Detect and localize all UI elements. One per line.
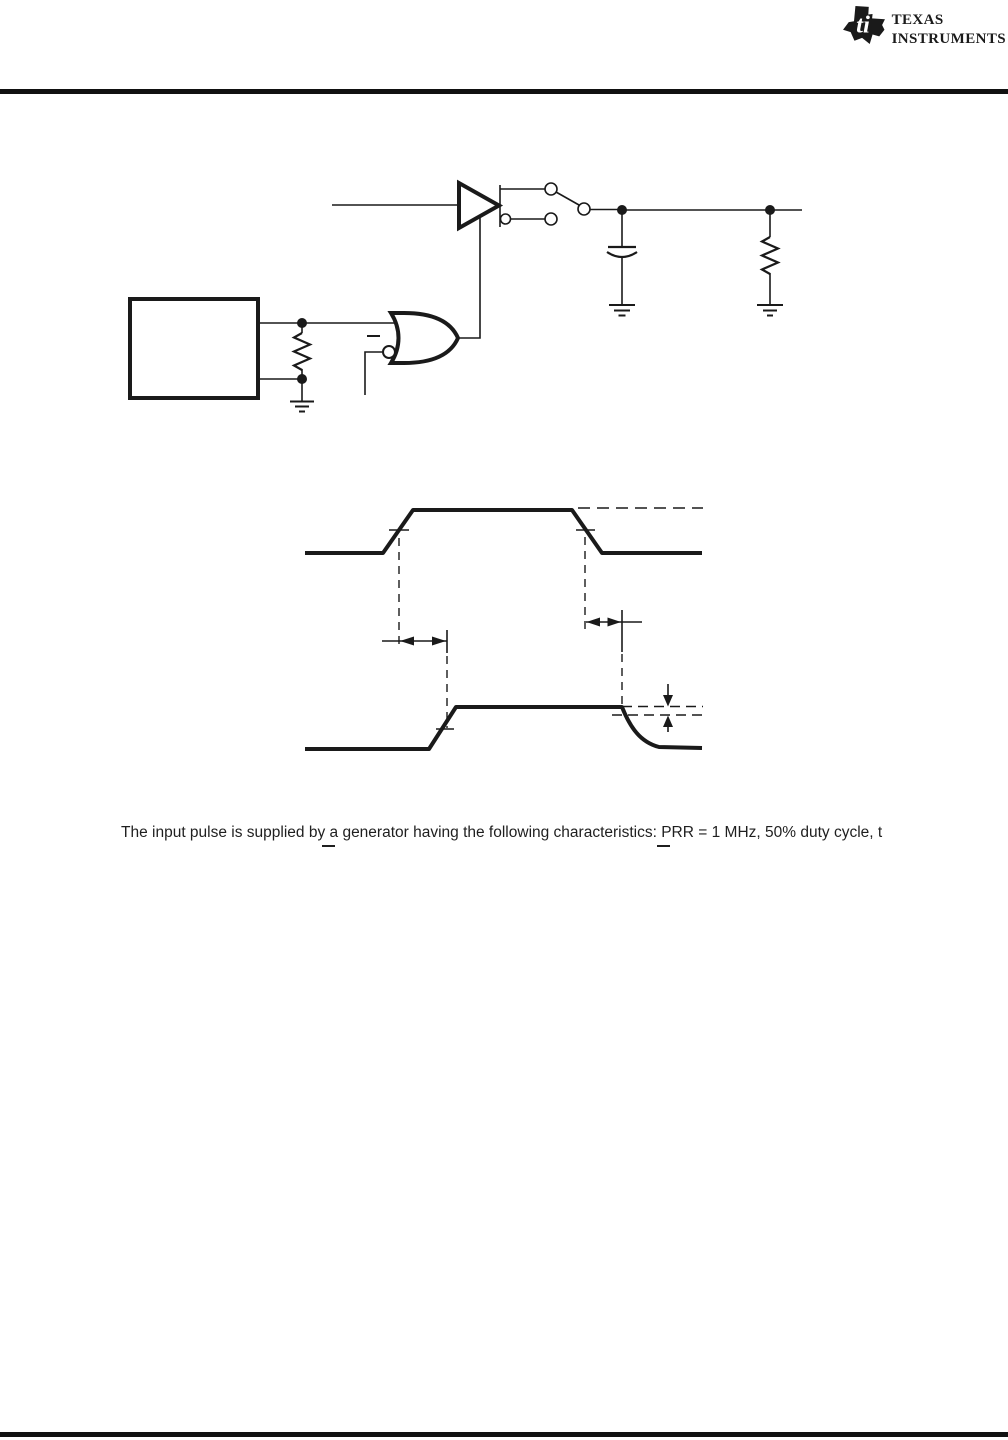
junction-dot (765, 205, 775, 215)
switch-bottom-inner-contact (501, 214, 511, 224)
or-gate (391, 313, 458, 363)
capacitor-ground-icon (609, 305, 635, 316)
switch-bottom-contact (545, 213, 557, 225)
arrowhead-down (663, 695, 673, 707)
input-waveform (305, 510, 702, 553)
capacitor-curved-plate (607, 252, 637, 257)
input-termination-resistor (294, 333, 310, 370)
underline-mark (322, 845, 335, 847)
arrowhead-up (663, 716, 673, 728)
buffer-triangle (459, 183, 499, 228)
delay-dimension-right (586, 610, 642, 652)
brand-texas: texas (891, 4, 944, 29)
load-resistor-ground-icon (757, 305, 783, 316)
circuit-wires (258, 205, 802, 401)
junction-dot (297, 374, 307, 384)
ti-monogram: ti (855, 11, 870, 39)
output-switch (500, 183, 618, 227)
junction-dot (617, 205, 627, 215)
junction-dots (297, 205, 775, 384)
arrowhead-right (432, 637, 446, 646)
arrowhead-left (587, 618, 601, 627)
arrowhead-right (608, 618, 622, 627)
junction-dot (297, 318, 307, 328)
footer-rule (0, 1432, 1008, 1437)
voltage-drop-dimension (663, 684, 673, 732)
underline-mark (657, 845, 670, 847)
pulse-generator-box (130, 299, 258, 398)
dashed-reference-lines (399, 537, 622, 728)
load-resistor (762, 237, 778, 274)
generator-ground-icon (290, 402, 314, 412)
note-text: The input pulse is supplied by a generator having the following characteristics: PRR = 1 MHz, 50% duty cycle, t (121, 824, 883, 841)
output-waveform (305, 707, 702, 749)
threshold-ticks (389, 530, 595, 729)
arrowhead-left (400, 637, 414, 646)
brand-instruments: instruments (891, 23, 1006, 48)
switch-top-contact (545, 183, 557, 195)
switch-pole-contact (578, 203, 590, 215)
delay-dimension-left (382, 630, 447, 653)
switch-arm (556, 192, 579, 205)
control-input-wire (365, 352, 383, 395)
or-gate-bubble (383, 346, 395, 358)
load-capacitor (607, 247, 637, 257)
enable-wire (458, 216, 480, 338)
